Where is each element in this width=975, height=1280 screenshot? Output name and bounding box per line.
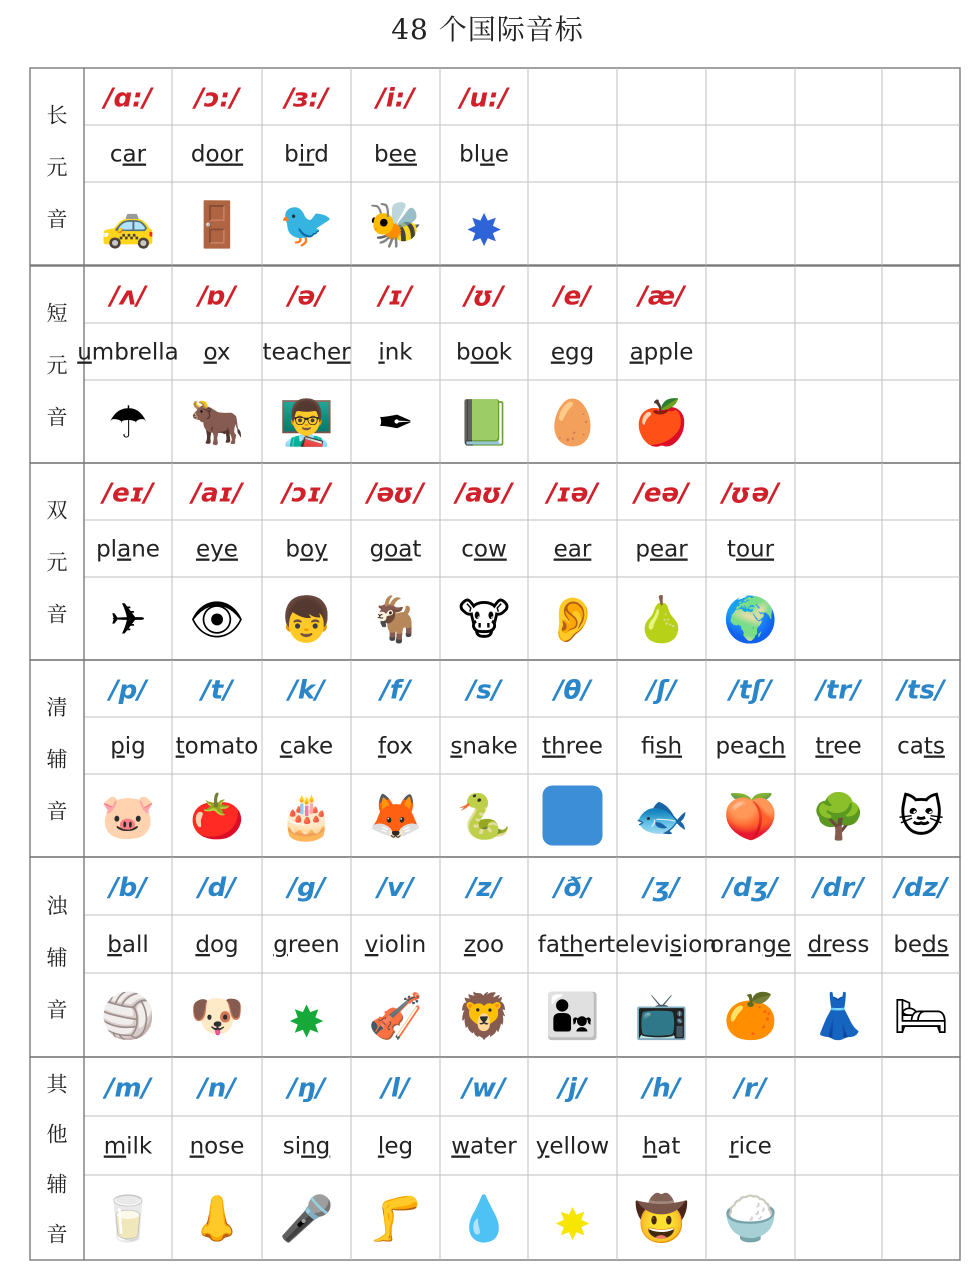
highlighted-letters: v: [364, 932, 379, 958]
cow-icon: 🐮: [457, 594, 511, 646]
ipa-symbol: /dʒ/: [723, 873, 778, 903]
ipa-symbol: /ɔ:/: [194, 83, 240, 114]
ipa-symbol: /aʊ/: [455, 478, 513, 509]
bird-icon: 🐦: [279, 199, 334, 251]
highlighted-letters: p: [110, 733, 125, 760]
door-icon: 🚪: [189, 199, 245, 251]
milk-icon: 🥛: [100, 1193, 156, 1245]
example-word: car: [109, 141, 147, 168]
goat-icon: 🐐: [368, 594, 423, 646]
example-word: milk: [103, 1133, 153, 1160]
ipa-symbol: /dz/: [894, 873, 948, 903]
example-word: beds: [893, 932, 949, 958]
example-word: cats: [897, 733, 945, 760]
ipa-symbol: /aɪ/: [191, 478, 243, 509]
highlighted-letters: n: [189, 1133, 205, 1160]
highlighted-letters: er: [326, 339, 351, 366]
ipa-symbol: /ʌ/: [110, 281, 146, 312]
highlighted-letters: m: [103, 1133, 127, 1160]
example-word: egg: [550, 339, 595, 366]
ipa-symbol: /tʃ/: [729, 675, 772, 706]
category-label: 其他辅音: [46, 1072, 68, 1247]
ipa-symbol: /ʒ/: [643, 873, 680, 903]
highlighted-letters: s: [669, 932, 682, 958]
plane-icon: ✈: [109, 594, 147, 646]
example-word: leg: [377, 1133, 414, 1160]
bed-icon: 🛏: [893, 991, 949, 1042]
ball-icon: 🏐: [100, 991, 156, 1042]
hat-icon: 🤠: [634, 1193, 689, 1245]
highlighted-letters: ee: [388, 141, 417, 168]
example-word: water: [451, 1133, 517, 1160]
example-word: yellow: [535, 1133, 610, 1160]
fox-icon: 🦊: [368, 791, 423, 843]
tree-icon: 🌳: [811, 791, 866, 843]
example-word: zoo: [463, 932, 505, 958]
three-tile: [543, 786, 603, 846]
highlighted-letters: dr: [807, 932, 832, 958]
highlighted-letters: ear: [649, 536, 688, 563]
example-word: green: [273, 932, 340, 958]
highlighted-letters: r: [729, 1133, 739, 1160]
ipa-symbol: /u:/: [460, 83, 508, 114]
highlighted-letters: z: [463, 932, 476, 958]
violin-icon: 🎻: [368, 991, 423, 1042]
ipa-symbol: /ɜ:/: [284, 83, 329, 114]
highlighted-letters: t: [175, 733, 185, 760]
example-word: goat: [369, 536, 422, 563]
ipa-symbol: /h/: [642, 1073, 681, 1104]
ipa-symbol: /ð/: [554, 873, 591, 903]
ipa-symbol: /j/: [558, 1073, 587, 1104]
example-word: blue: [459, 141, 509, 168]
ipa-symbol: /n/: [198, 1073, 236, 1104]
ink-bottle-icon: ✒: [377, 397, 414, 449]
pig-icon: 🐷: [100, 791, 156, 843]
highlighted-letters: ng: [301, 1133, 331, 1160]
ear-icon: 👂: [545, 594, 600, 646]
ipa-symbol: /k/: [288, 675, 325, 706]
example-word: peach: [715, 733, 786, 760]
example-word: fish: [640, 733, 683, 760]
eye-icon: 👁: [189, 594, 245, 646]
highlighted-letters: u: [480, 141, 495, 168]
example-word: father: [537, 932, 608, 958]
ipa-symbol: /e/: [554, 281, 591, 312]
highlighted-letters: o: [203, 339, 217, 366]
highlighted-letters: oo: [470, 339, 499, 366]
ipa-symbol: /i:/: [376, 83, 415, 114]
category-label: 清辅音: [46, 695, 68, 824]
example-word: book: [455, 339, 513, 366]
ipa-symbol: /ɒ/: [198, 281, 236, 312]
example-word: ball: [107, 932, 149, 958]
highlighted-letters: ar: [122, 141, 147, 168]
rice-bowl-icon: 🍚: [723, 1193, 778, 1245]
father-icon: 👨‍👧: [545, 991, 600, 1042]
ipa-symbol: /æ/: [638, 281, 685, 312]
highlighted-letters: f: [377, 733, 387, 760]
ipa-symbol: /ts/: [897, 675, 945, 706]
highlighted-letters: th: [559, 932, 584, 958]
teacher-icon: 👨‍🏫: [279, 397, 334, 449]
highlighted-letters: y: [535, 1133, 550, 1160]
highlighted-letters: ds: [922, 932, 949, 958]
example-word: snake: [450, 733, 518, 760]
example-word: tour: [726, 536, 775, 563]
example-word: tomato: [175, 733, 259, 760]
highlighted-letters: oy: [299, 536, 328, 563]
ipa-symbol: /z/: [466, 873, 502, 903]
highlighted-letters: sh: [655, 733, 683, 760]
leg-icon: 🦵: [368, 1193, 423, 1245]
apple-icon: 🍎: [634, 397, 689, 449]
highlighted-letters: ge: [762, 932, 791, 958]
highlighted-letters: ir: [298, 141, 315, 168]
highlighted-letters: i: [378, 339, 385, 366]
highlighted-letters: tr: [815, 733, 834, 760]
example-word: orange: [710, 932, 791, 958]
umbrella-icon: ☂: [108, 397, 148, 449]
ipa-symbol: /b/: [109, 873, 147, 903]
ipa-symbol: /əʊ/: [367, 478, 424, 509]
example-word: three: [542, 733, 603, 760]
example-word: bird: [284, 141, 329, 168]
example-word: ox: [203, 339, 231, 366]
ipa-symbol: /dr/: [813, 873, 864, 903]
highlighted-letters: w: [451, 1133, 471, 1160]
ipa-symbol: /w/: [462, 1073, 506, 1104]
dress-icon: 👗: [811, 991, 866, 1042]
ipa-symbol: /θ/: [554, 675, 591, 706]
example-word: dress: [807, 932, 870, 958]
egg-icon: 🥚: [545, 397, 600, 449]
category-label: 双元音: [46, 498, 68, 627]
orange-icon: 🍊: [723, 991, 778, 1042]
highlighted-letters: our: [735, 536, 775, 563]
example-word: [554, 537, 592, 563]
highlighted-letters: d: [195, 932, 210, 958]
ipa-symbol: /d/: [198, 873, 236, 903]
ipa-symbol: /g/: [287, 873, 326, 903]
nose-icon: 👃: [189, 1193, 245, 1245]
fish-icon: 🐟: [634, 791, 689, 843]
highlighted-letters: ow: [473, 536, 507, 563]
example-word: teacher: [262, 339, 351, 366]
green-star-icon: ✸: [288, 997, 325, 1048]
example-word: [196, 537, 238, 563]
ipa-symbol: /r/: [734, 1073, 767, 1104]
example-word: plane: [96, 536, 160, 563]
tv-icon: 📺: [634, 991, 689, 1042]
example-word: fox: [377, 733, 414, 760]
ipa-symbol: /ʊə/: [722, 478, 779, 509]
cat-icon: 🐱: [898, 791, 944, 843]
example-word: nose: [189, 1133, 245, 1160]
boy-icon: 👦: [279, 594, 334, 646]
ipa-symbol: /ɪ/: [378, 281, 413, 312]
example-word: rice: [729, 1133, 772, 1160]
tomato-icon: 🍅: [189, 791, 245, 843]
example-word: door: [190, 141, 244, 168]
ipa-symbol: /l/: [381, 1073, 410, 1104]
singer-icon: 🎤: [279, 1193, 334, 1245]
example-word: dog: [195, 932, 239, 958]
example-word: boy: [285, 536, 328, 563]
ipa-symbol: /ɑ:/: [103, 83, 153, 114]
highlighted-letters: b: [107, 932, 122, 958]
bee-icon: 🐝: [368, 199, 423, 251]
highlighted-letters: e: [550, 339, 565, 366]
highlighted-letters: oa: [384, 536, 413, 563]
highlighted-letters: c: [279, 733, 293, 760]
car-icon: 🚕: [100, 199, 156, 251]
ipa-symbol: /eɪ/: [102, 478, 154, 509]
ipa-symbol: /m/: [104, 1073, 152, 1104]
ipa-symbol: /t/: [201, 675, 233, 706]
highlighted-letters: ear: [553, 536, 592, 563]
example-word: hat: [642, 1133, 681, 1160]
category-label: 短元音: [46, 301, 68, 430]
ipa-symbol: /f/: [380, 675, 411, 706]
ox-icon: 🐂: [189, 397, 245, 449]
ipa-symbol: /ɔɪ/: [282, 478, 331, 509]
highlighted-letters: ts: [923, 733, 945, 760]
highlighted-letters: s: [450, 733, 463, 760]
ipa-symbol: /ʊ/: [464, 281, 504, 312]
highlighted-letters: a: [117, 536, 132, 563]
peach-icon: 🍑: [723, 791, 778, 843]
ipa-symbol: /ɪə/: [547, 478, 598, 509]
highlighted-letters: u: [77, 339, 92, 366]
example-word: pig: [110, 733, 146, 760]
cake-icon: 🎂: [279, 791, 334, 843]
example-word: violin: [364, 932, 427, 958]
zoo-icon: 🦁: [456, 991, 512, 1042]
example-word: television: [606, 932, 717, 958]
highlighted-letters: g: [273, 932, 288, 958]
category-label: 长元音: [46, 103, 68, 232]
highlighted-letters: eye: [196, 536, 238, 563]
dog-icon: 🐶: [189, 991, 245, 1042]
pear-icon: 🍐: [634, 594, 689, 646]
example-word: sing: [282, 1133, 331, 1160]
example-word: umbrella: [77, 339, 179, 366]
highlighted-letters: oor: [205, 141, 244, 168]
ipa-symbol: /ə/: [288, 281, 325, 312]
example-word: apple: [629, 339, 694, 366]
page-title: 48 个国际音标: [391, 13, 584, 46]
ipa-symbol: /p/: [109, 675, 147, 706]
highlighted-letters: h: [642, 1133, 658, 1160]
globe-plane-icon: 🌍: [723, 594, 778, 646]
highlighted-letters: a: [629, 339, 644, 366]
example-word: cow: [461, 536, 507, 563]
book-icon: 📗: [456, 397, 512, 449]
ipa-symbol: /s/: [466, 675, 502, 706]
blue-star-icon: ✸: [465, 205, 503, 257]
ipa-symbol: /tr/: [816, 675, 861, 706]
highlighted-letters: ch: [758, 733, 786, 760]
water-bottle-icon: 💧: [456, 1193, 512, 1245]
ipa-symbol: /ŋ/: [287, 1073, 326, 1104]
ipa-symbol: /eə/: [634, 478, 689, 509]
ipa-symbol: /v/: [377, 873, 414, 903]
ipa-symbol: /ʃ/: [646, 675, 677, 706]
snake-icon: 🐍: [456, 791, 512, 843]
example-word: cake: [279, 733, 334, 760]
highlighted-letters: l: [377, 1133, 385, 1160]
example-word: tree: [815, 733, 862, 760]
yellow-star-icon: ✸: [554, 1199, 591, 1251]
highlighted-letters: th: [542, 733, 566, 760]
category-label: 浊辅音: [46, 894, 68, 1022]
example-word: pear: [635, 536, 688, 563]
example-word: ink: [378, 339, 413, 366]
example-word: bee: [374, 141, 417, 168]
